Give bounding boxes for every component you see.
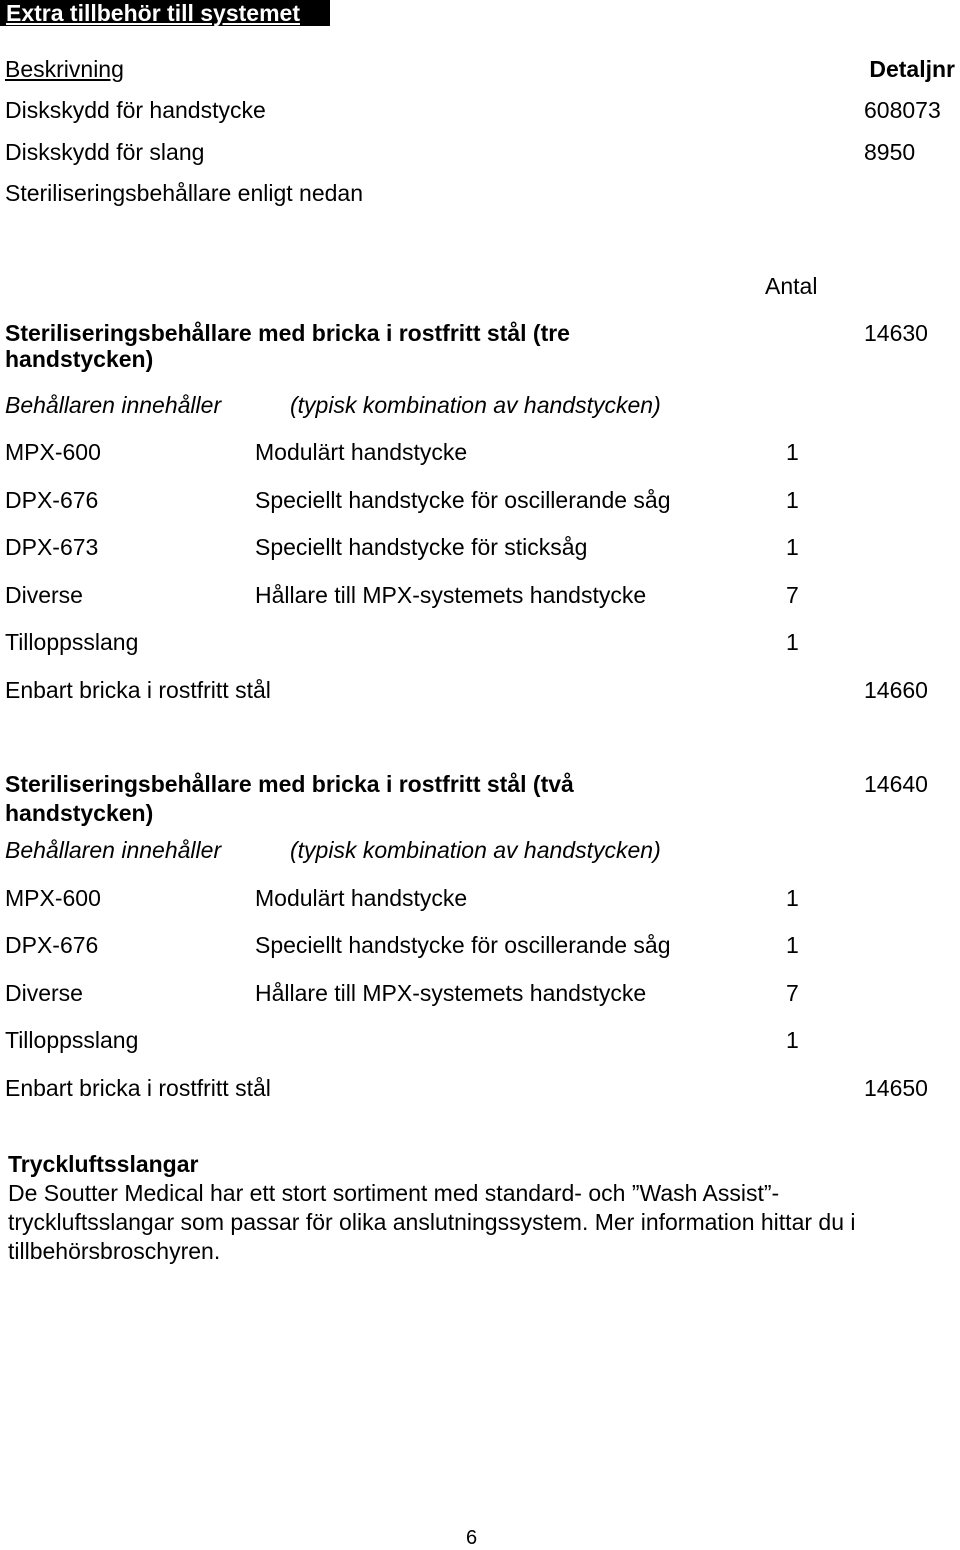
item-code: Tilloppsslang bbox=[5, 1027, 139, 1053]
page-number: 6 bbox=[466, 1527, 478, 1549]
accessory-row-part-number: 8950 bbox=[864, 139, 916, 165]
column-header-part-number: Detaljnr bbox=[869, 56, 955, 82]
item-code: DPX-676 bbox=[5, 932, 99, 958]
container-title-continued: handstycken) bbox=[5, 800, 154, 826]
container-part-number: 14630 bbox=[864, 320, 928, 346]
tray-only-part-number: 14660 bbox=[864, 677, 928, 703]
item-code: Diverse bbox=[5, 980, 83, 1006]
hoses-text-line: tillbehörsbroschyren. bbox=[8, 1238, 221, 1264]
item-quantity: 1 bbox=[786, 932, 799, 958]
item-description: Modulärt handstycke bbox=[255, 885, 468, 911]
hoses-text-line: tryckluftsslangar som passar för olika anslutningssystem. Mer information hittar du i bbox=[8, 1209, 856, 1235]
item-code: DPX-673 bbox=[5, 534, 99, 560]
contents-label: Behållaren innehåller bbox=[5, 837, 222, 863]
item-quantity: 1 bbox=[786, 439, 799, 465]
container-part-number: 14640 bbox=[864, 771, 928, 797]
item-description: Speciellt handstycke för sticksåg bbox=[255, 534, 588, 560]
hoses-text-line: De Soutter Medical har ett stort sortiment med standard- och ”Wash Assist”- bbox=[8, 1180, 780, 1206]
item-quantity: 1 bbox=[786, 885, 799, 911]
item-quantity: 1 bbox=[786, 629, 799, 655]
item-description: Hållare till MPX-systemets handstycke bbox=[255, 582, 647, 608]
item-description: Hållare till MPX-systemets handstycke bbox=[255, 980, 647, 1006]
contents-note: (typisk kombination av handstycken) bbox=[290, 837, 661, 863]
accessory-row-description: Diskskydd för handstycke bbox=[5, 97, 266, 123]
hoses-heading: Tryckluftsslangar bbox=[8, 1151, 199, 1177]
contents-label: Behållaren innehåller bbox=[5, 392, 222, 418]
item-code: MPX-600 bbox=[5, 439, 101, 465]
item-quantity: 1 bbox=[786, 534, 799, 560]
quantity-column-header: Antal bbox=[765, 273, 818, 299]
container-title: Steriliseringsbehållare med bricka i rostfritt stål (två bbox=[5, 771, 574, 797]
item-quantity: 7 bbox=[786, 582, 799, 608]
accessory-row-description: Diskskydd för slang bbox=[5, 139, 205, 165]
tray-only-label: Enbart bricka i rostfritt stål bbox=[5, 1075, 271, 1101]
item-quantity: 1 bbox=[786, 1027, 799, 1053]
item-code: Tilloppsslang bbox=[5, 629, 139, 655]
accessory-row-part-number: 608073 bbox=[864, 97, 941, 123]
section-heading: Extra tillbehör till systemet bbox=[6, 0, 300, 26]
column-header-description: Beskrivning bbox=[5, 56, 124, 82]
contents-note: (typisk kombination av handstycken) bbox=[290, 392, 661, 418]
item-description: Modulärt handstycke bbox=[255, 439, 468, 465]
accessory-row-description: Steriliseringsbehållare enligt nedan bbox=[5, 180, 364, 206]
tray-only-label: Enbart bricka i rostfritt stål bbox=[5, 677, 271, 703]
item-description: Speciellt handstycke för oscillerande såg bbox=[255, 487, 671, 513]
item-description: Speciellt handstycke för oscillerande såg bbox=[255, 932, 671, 958]
item-code: DPX-676 bbox=[5, 487, 99, 513]
item-code: Diverse bbox=[5, 582, 83, 608]
item-quantity: 7 bbox=[786, 980, 799, 1006]
container-title: Steriliseringsbehållare med bricka i rostfritt stål (tre bbox=[5, 320, 570, 346]
item-quantity: 1 bbox=[786, 487, 799, 513]
tray-only-part-number: 14650 bbox=[864, 1075, 928, 1101]
container-title-continued: handstycken) bbox=[5, 346, 154, 372]
section-heading-bar bbox=[0, 0, 330, 26]
item-code: MPX-600 bbox=[5, 885, 101, 911]
